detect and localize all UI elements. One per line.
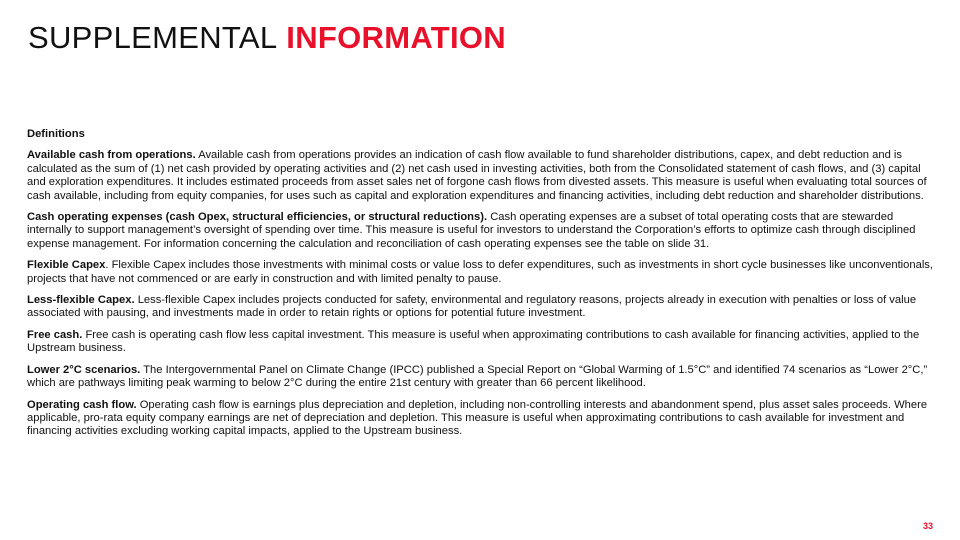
- definition-operating-cash-flow: [27, 399, 935, 439]
- definition-text: The Intergovernmental Panel on Climate Change (IPCC) published a Special Report on “Global Warming of 1.5°C” and identified 74 scenarios as “Lower 2°C,” which are pathways limiting peak warming to below 2°C during the entire 21st century with greater than 66 percent likelihood.: [27, 363, 928, 390]
- definition-text: . Flexible Capex includes those investments with minimal costs or value loss to defer expenditures, such as investments in short cycle businesses like unconventionals, projects that have not commenced or are early in construction and with limited penalty to pause.: [27, 259, 934, 285]
- definition-lower-2c-scenarios: [27, 364, 935, 391]
- definition-term: Available cash from operations.: [27, 149, 196, 162]
- definition-term: Less-flexible Capex.: [27, 294, 135, 307]
- definition-text: Operating cash flow is earnings plus depreciation and depletion, including non-controlling interests and abandonment spend, plus asset sales proceeds. Where applicable, pro-rata equity company earnings are net of depreciation and depletion. This measure is useful when approximating contributions to cash available for investment and financing activities excluding working capital impacts, applied to the Upstream business.: [27, 398, 928, 438]
- definition-less-flexible-capex: [27, 294, 935, 321]
- definition-cash-opex: [27, 211, 935, 251]
- definition-text: Cash operating expenses are a subset of total operating costs that are stewarded internally to support management’s oversight of spending over time. This measure is useful for investors to understand the Corporation’s efforts to optimize cash through disciplined expense management. For information concerning the calculation and reconciliation of cash operating expenses see the table on slide 31.: [27, 211, 916, 250]
- page-number: 33: [922, 521, 933, 531]
- definition-flexible-capex: [27, 259, 935, 286]
- definitions-section: [27, 128, 935, 447]
- page-title-accent: INFORMATION: [286, 20, 506, 55]
- definition-term: Flexible Capex: [27, 259, 106, 272]
- definition-term: Free cash.: [27, 328, 83, 341]
- section-heading: Definitions: [27, 128, 85, 140]
- definition-term: Lower 2°C scenarios.: [27, 363, 141, 376]
- definition-text: Available cash from operations provides an indication of cash flow available to fund shareholder distributions, capex, and debt reduction and is calculated as the sum of (1) net cash provided by operating activities and (2) net cash used in investing activities, both from the Consolidated statement of cash flows, and (3) capital and exploration expenditures. It includes estimated proceeds from asset sales net of forgone cash flows from divested assets. This measure is useful when evaluating total sources of cash available, including from equity companies, for uses such as capital and exploration expenditures and financing activities, including debt reduction and shareholder distributions.: [27, 149, 927, 202]
- page-title-light: SUPPLEMENTAL: [28, 20, 278, 55]
- definition-term: Cash operating expenses (cash Opex, structural efficiencies, or structural reductions).: [27, 211, 488, 224]
- definition-available-cash: [27, 149, 935, 203]
- definition-text: Less-flexible Capex includes projects conducted for safety, environmental and regulatory reasons, projects already in execution with penalties or loss of value associated with pausing, and investments made in order to retain rights or options for potential future investment.: [27, 294, 917, 320]
- definition-term: Operating cash flow.: [27, 398, 137, 411]
- definition-text: Free cash is operating cash flow less capital investment. This measure is useful when approximating contributions to cash available for financing activities, applied to the Upstream business.: [27, 328, 920, 355]
- page-title: [28, 18, 506, 58]
- definition-free-cash: [27, 329, 935, 356]
